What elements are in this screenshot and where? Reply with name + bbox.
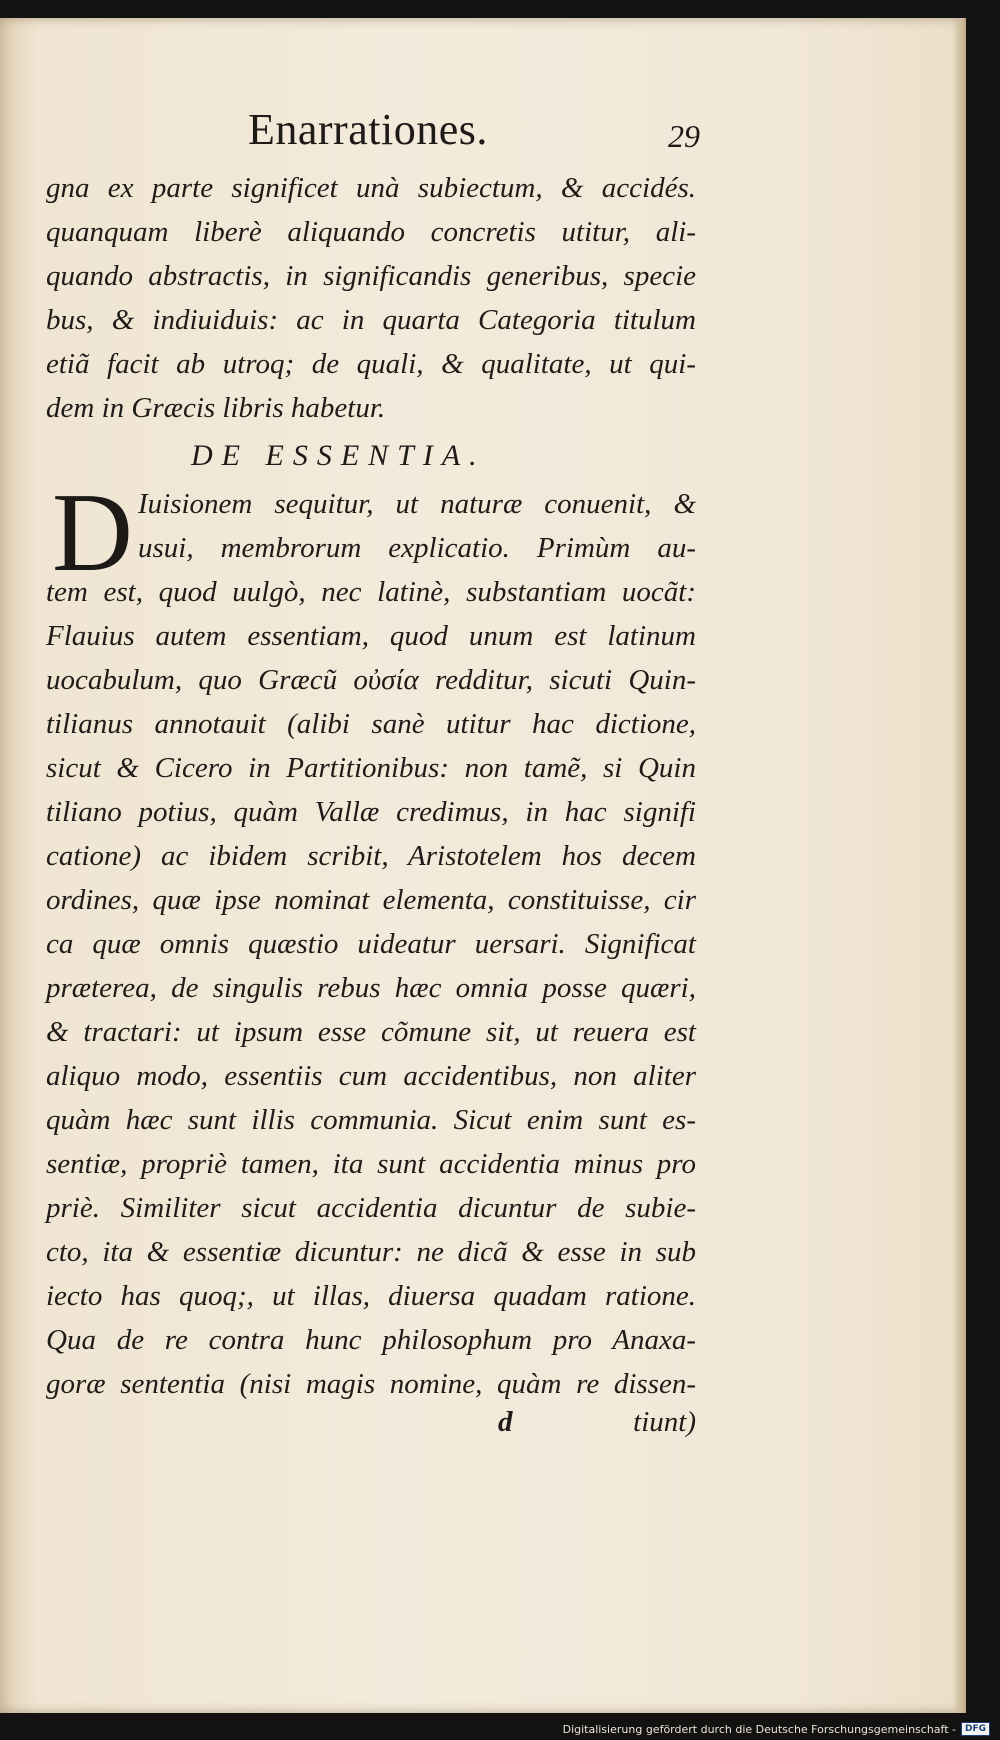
- signature-mark: d: [498, 1406, 513, 1438]
- text-line: bus, & indiuiduis: ac in quarta Categoria titulum: [46, 304, 696, 336]
- text-line: gna ex parte significet unà subiectum, & accidés.: [46, 172, 696, 204]
- credit-text: Digitalisierung gefördert durch die Deutsche Forschungsgemeinschaft -: [562, 1722, 956, 1736]
- page-number: 29: [668, 118, 700, 154]
- page-footer: [46, 1406, 696, 1450]
- text-line: usui, membrorum explicatio. Primùm au-: [138, 532, 696, 564]
- digitization-credit: [563, 1722, 990, 1736]
- drop-cap-letter: D: [52, 471, 133, 595]
- text-line: ordines, quæ ipse nominat elementa, constituisse, cir: [46, 884, 696, 916]
- catchword: tiunt): [633, 1406, 696, 1438]
- text-line: priè. Similiter sicut accidentia dicuntur de subie-: [46, 1192, 696, 1224]
- page-edge: [954, 18, 966, 1713]
- text-line: præterea, de singulis rebus hæc omnia posse quæri,: [46, 972, 696, 1004]
- text-line: dem in Græcis libris habetur.: [46, 392, 386, 424]
- dfg-logo: DFG: [961, 1722, 990, 1736]
- text-line: quando abstractis, in significandis generibus, specie: [46, 260, 696, 292]
- text-line: sentiæ, propriè tamen, ita sunt accidentia minus pro: [46, 1148, 696, 1180]
- running-title: Enarrationes.: [248, 105, 488, 154]
- text-line: tem est, quod uulgò, nec latinè, substantiam uocãt:: [46, 576, 696, 608]
- text-line: etiã facit ab utroq; de quali, & qualitate, ut qui-: [46, 348, 696, 380]
- text-line: uocabulum, quo Græcũ οὐσία redditur, sicuti Quin-: [46, 664, 696, 696]
- book-page: [0, 18, 966, 1713]
- text-line: goræ sententia (nisi magis nomine, quàm re dissen-: [46, 1368, 696, 1400]
- text-line: aliquo modo, essentiis cum accidentibus, non aliter: [46, 1060, 696, 1092]
- text-line: cto, ita & essentiæ dicuntur: ne dicã & esse in sub: [46, 1236, 696, 1268]
- text-line: Qua de re contra hunc philosophum pro Anaxa-: [46, 1324, 696, 1356]
- text-line: tilianus annotauit (alibi sanè utitur hac dictione,: [46, 708, 696, 740]
- text-line: sicut & Cicero in Partitionibus: non tamẽ, si Quin: [46, 752, 696, 784]
- text-line: quàm hæc sunt illis communia. Sicut enim sunt es-: [46, 1104, 696, 1136]
- text-line: quanquam liberè aliquando concretis utitur, ali-: [46, 216, 696, 248]
- text-line: iecto has quoq;, ut illas, diuersa quadam ratione.: [46, 1280, 696, 1312]
- text-line: & tractari: ut ipsum esse cõmune sit, ut reuera est: [46, 1016, 696, 1048]
- text-line: ca quæ omnis quæstio uideatur uersari. Significat: [46, 928, 696, 960]
- text-line: catione) ac ibidem scribit, Aristotelem hos decem: [46, 840, 696, 872]
- text-line: Flauius autem essentiam, quod unum est latinum: [46, 620, 696, 652]
- text-block: [46, 166, 696, 1450]
- running-head: [240, 96, 700, 156]
- text-line: tiliano potius, quàm Vallæ credimus, in hac signifi: [46, 796, 696, 828]
- section-heading: DE ESSENTIA.: [191, 439, 486, 472]
- text-line: Iuisionem sequitur, ut naturæ conuenit, &: [138, 488, 696, 520]
